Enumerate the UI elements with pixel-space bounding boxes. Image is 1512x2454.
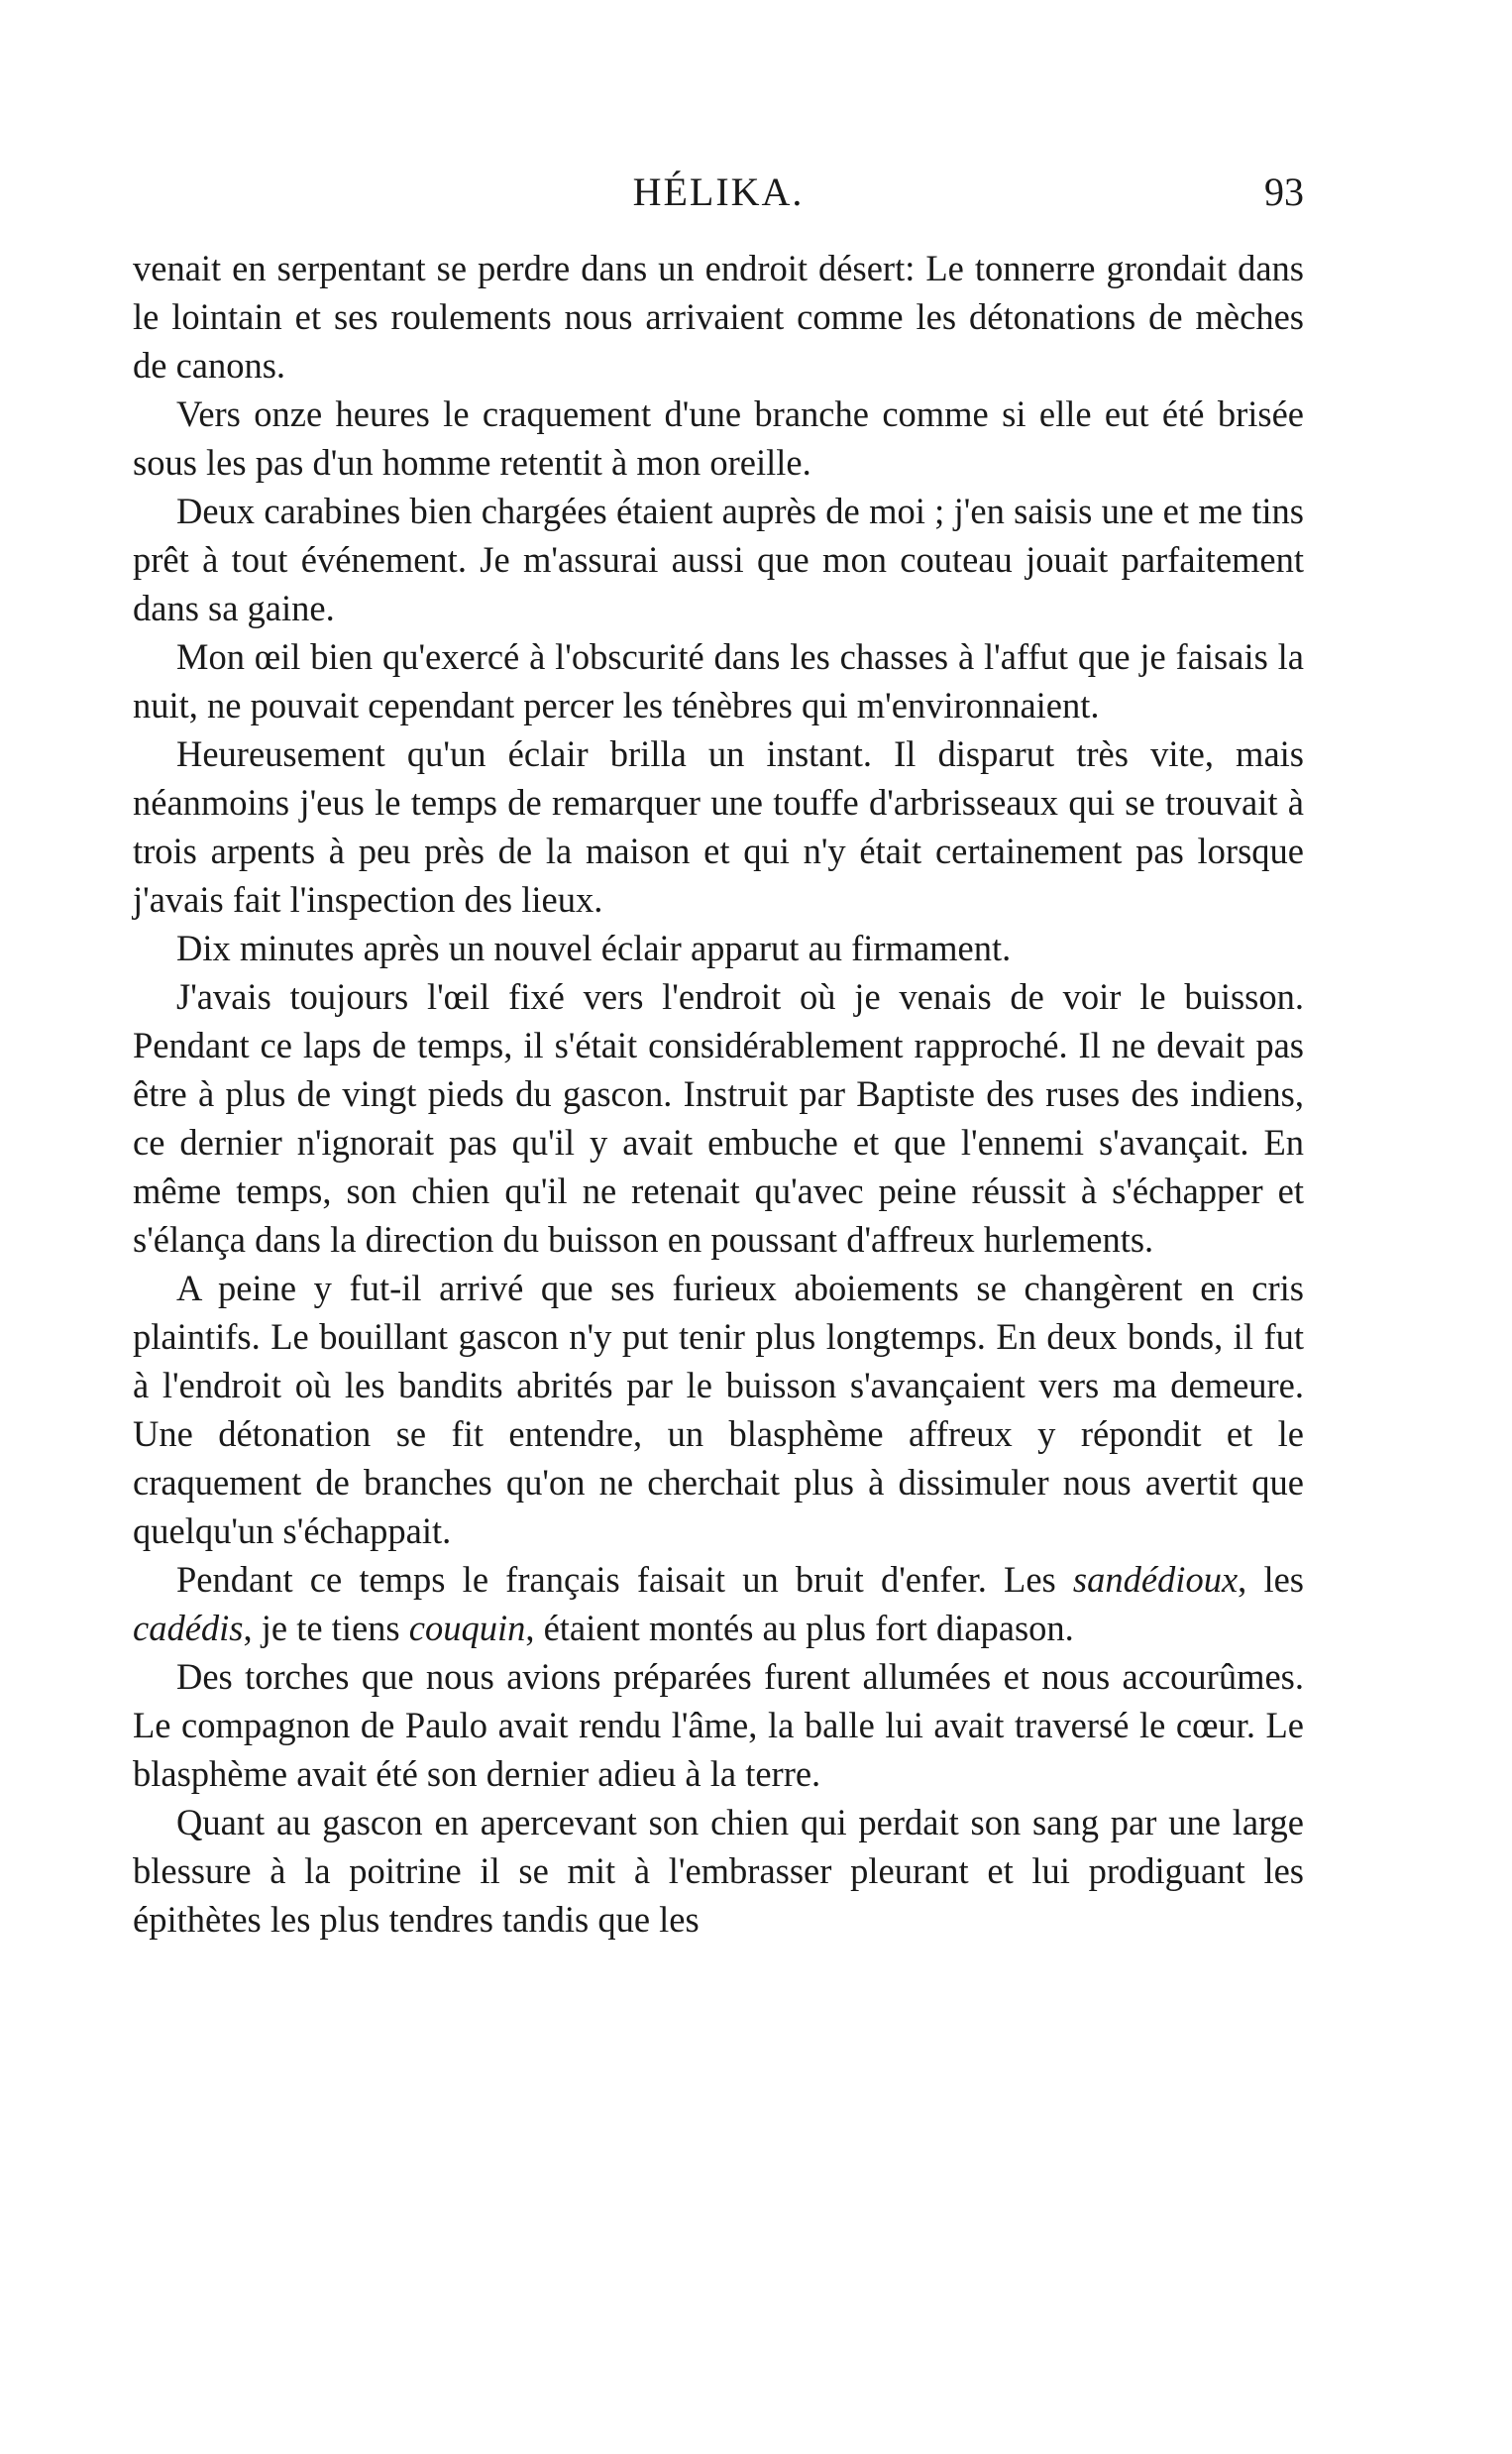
paragraph: Deux carabines bien chargées étaient auprès de moi ; j'en saisis une et me tins prêt à tout événement. Je m'assurai aussi que mon couteau jouait parfaitement dans sa gaine.	[133, 491, 1304, 628]
text-run: , les	[1238, 1559, 1304, 1600]
paragraph: Mon œil bien qu'exercé à l'obscurité dans les chasses à l'affut que je faisais la nuit, ne pouvait cependant percer les ténèbres qui m'environnaient.	[133, 636, 1304, 725]
paragraph: Quant au gascon en apercevant son chien qui perdait son sang par une large blessure à la poitrine il se mit à l'embrasser pleurant et lui prodiguant les épithètes les plus tendres tandis que les	[133, 1802, 1304, 1940]
paragraph-with-italics	[133, 1555, 1304, 1652]
paragraph: Des torches que nous avions préparées furent allumées et nous accourûmes. Le compagnon de Paulo avait rendu l'âme, la balle lui avait traversé le cœur. Le blasphème avait été son dernier adieu à la terre.	[133, 1656, 1304, 1794]
paragraph: Dix minutes après un nouvel éclair apparut au firmament.	[176, 928, 1012, 968]
paragraph: A peine y fut-il arrivé que ses furieux aboiements se changèrent en cris plaintifs. Le bouillant gascon n'y put tenir plus longtemps. En deux bonds, il fut à l'endroit où les bandits abrités par le buisson s'avançaient vers ma demeure. Une détonation se fit entendre, un blasphème affreux y répondit et le craquement de branches qu'on ne cherchait plus à dissimuler nous avertit que quelqu'un s'échappait.	[133, 1268, 1304, 1551]
page-header	[133, 165, 1304, 224]
paragraph: venait en serpentant se perdre dans un endroit désert: Le tonnerre grondait dans le lointain et ses roulements nous arrivaient comme les détonations de mèches de canons.	[133, 248, 1304, 386]
italic-word: sandédioux	[1072, 1559, 1239, 1600]
text-run: , étaient montés au plus fort diapason.	[525, 1608, 1074, 1648]
text-run: Pendant ce temps le français faisait un bruit d'enfer. Les	[176, 1559, 1073, 1600]
italic-word: cadédis	[133, 1608, 244, 1648]
page-number: 93	[1264, 169, 1304, 214]
paragraph: J'avais toujours l'œil fixé vers l'endroit où je venais de voir le buisson. Pendant ce laps de temps, il s'était considérablement rapproché. Il ne devait pas être à plus de vingt pieds du gascon. Instruit par Baptiste des ruses des indiens, ce dernier n'ignorait pas qu'il y avait embuche et que l'ennemi s'avançait. En même temps, son chien qu'il ne retenait qu'avec peine réussit à s'échapper et s'élança dans la direction du buisson en poussant d'affreux hurlements.	[133, 976, 1304, 1260]
text-run: , je te tiens	[243, 1608, 409, 1648]
italic-word: couquin	[408, 1608, 526, 1648]
paragraph: Vers onze heures le craquement d'une branche comme si elle eut été brisée sous les pas d'un homme retentit à mon oreille.	[133, 393, 1304, 483]
body-text	[133, 244, 1304, 1944]
paragraph: Heureusement qu'un éclair brilla un instant. Il disparut très vite, mais néanmoins j'eus le temps de remarquer une touffe d'arbrisseaux qui se trouvait à trois arpents à peu près de la maison et qui n'y était certainement pas lorsque j'avais fait l'inspection des lieux.	[133, 733, 1304, 920]
running-title: HÉLIKA.	[632, 169, 805, 214]
